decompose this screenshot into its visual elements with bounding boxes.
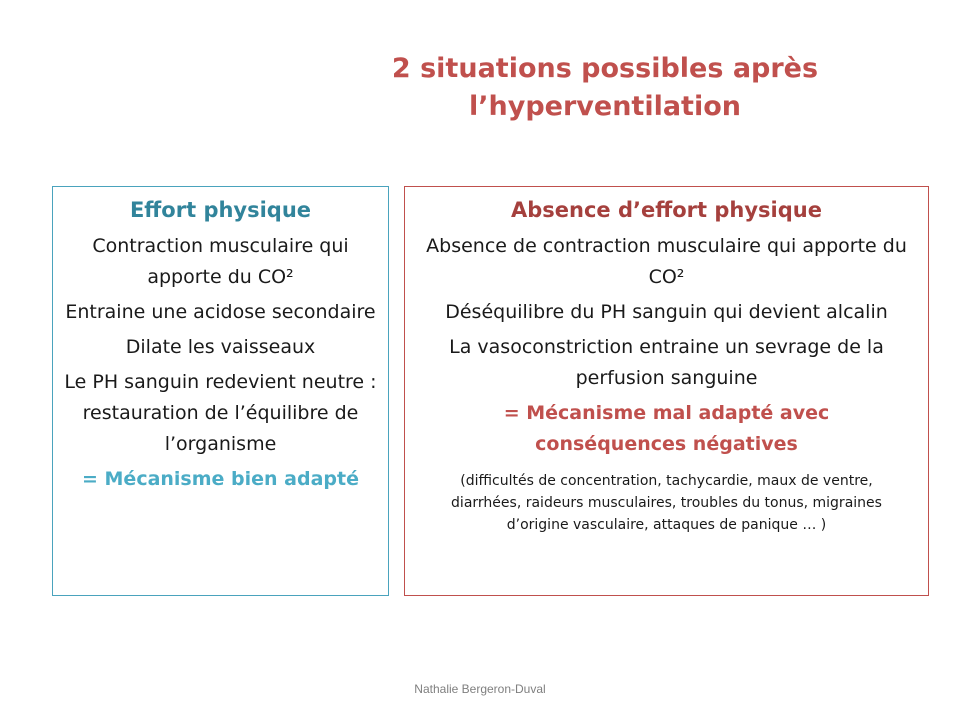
title-line-1: 2 situations possibles après [391, 53, 819, 84]
slide-title [340, 50, 870, 126]
left-item-3: Dilate les vaisseaux [125, 336, 316, 358]
effort-physique-box [52, 186, 389, 596]
author-footer: Nathalie Bergeron-Duval [414, 682, 546, 696]
absence-effort-box [404, 186, 929, 596]
effort-physique-heading: Effort physique [129, 198, 312, 222]
title-line-2: l’hyperventilation [469, 91, 741, 122]
right-conclusion: = Mécanisme mal adapté avec conséquences négatives [503, 402, 830, 455]
left-item-1: Contraction musculaire qui apporte du CO² [92, 235, 349, 288]
consequences-note: (difficultés de concentration, tachycardie, maux de ventre, diarrhées, raideurs musculaires, troubles du tonus, migraines d’origine vasculaire, attaques de panique … ) [451, 473, 882, 533]
right-item-2: Déséquilibre du PH sanguin qui devient alcalin [445, 301, 888, 323]
right-item-1: Absence de contraction musculaire qui apporte du CO² [426, 235, 907, 288]
left-item-2: Entraine une acidose secondaire [65, 301, 376, 323]
left-item-4: Le PH sanguin redevient neutre : restauration de l’équilibre de l’organisme [64, 371, 377, 455]
right-item-3: La vasoconstriction entraine un sevrage de la perfusion sanguine [449, 336, 884, 389]
absence-effort-heading: Absence d’effort physique [511, 198, 822, 222]
left-conclusion: = Mécanisme bien adapté [81, 468, 359, 490]
